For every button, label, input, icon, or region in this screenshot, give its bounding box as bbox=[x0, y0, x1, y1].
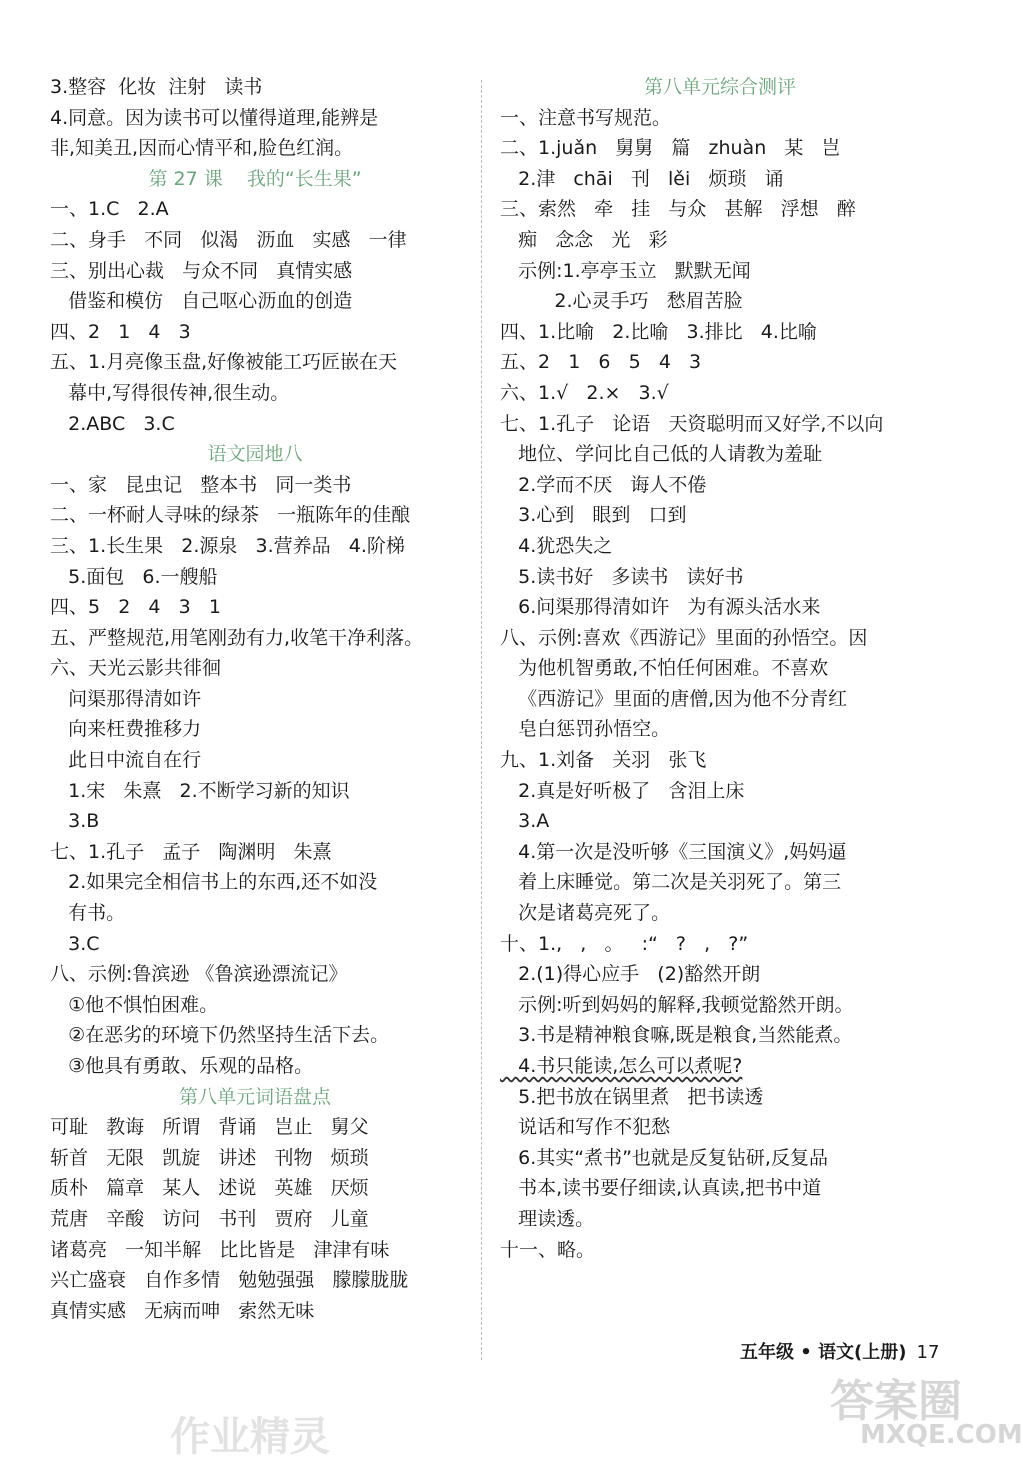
answer-line: 三、别出心裁 与众不同 真情实感 bbox=[50, 259, 353, 282]
answer-line: 向来枉费推移力 bbox=[50, 718, 202, 741]
answer-line: 荒唐 辛酸 访问 书刊 贾府 儿童 bbox=[50, 1207, 369, 1230]
section-heading: 语文园地八 bbox=[207, 443, 303, 466]
answer-line: 质朴 篇章 某人 述说 英雄 厌烦 bbox=[50, 1177, 369, 1200]
answer-line: 四、1.比喻 2.比喻 3.排比 4.比喻 bbox=[500, 320, 817, 343]
answer-line: 一、注意书写规范。 bbox=[500, 106, 672, 129]
answer-line: 四、2 1 4 3 bbox=[50, 320, 191, 343]
answer-line: 可耻 教诲 所谓 背诵 岂止 舅父 bbox=[50, 1116, 369, 1139]
answer-line: 2.真是好听极了 含泪上床 bbox=[500, 779, 745, 802]
footer-label: 五年级 • 语文(上册) bbox=[740, 1342, 907, 1363]
answer-line: 四、5 2 4 3 1 bbox=[50, 596, 221, 619]
answer-line: 九、1.刘备 关羽 张飞 bbox=[500, 749, 707, 772]
answer-line: 斩首 无限 凯旋 讲述 刊物 烦琐 bbox=[50, 1146, 369, 1169]
answer-line: 5.把书放在锅里煮 把书读透 bbox=[500, 1085, 764, 1108]
left-column bbox=[50, 72, 460, 1326]
answer-line: 5.读书好 多读书 读好书 bbox=[500, 565, 744, 588]
section-heading: 第八单元综合测评 bbox=[643, 76, 796, 98]
answer-line: 七、1.孔子 孟子 陶渊明 朱熹 bbox=[50, 840, 332, 863]
answer-line: 3.A bbox=[500, 810, 550, 833]
section-heading: 第 27 课 我的“长生果” bbox=[148, 167, 362, 190]
answer-line: 三、1.长生果 2.源泉 3.营养品 4.阶梯 bbox=[50, 534, 405, 557]
answer-line: 说话和写作不犯愁 bbox=[500, 1116, 671, 1139]
answer-line: 4.书只能读,怎么可以煮呢? bbox=[500, 1055, 743, 1077]
answer-line: 七、1.孔子 论语 天资聪明而又好学,不以向 bbox=[500, 412, 884, 435]
answer-line: 3.C bbox=[50, 932, 100, 955]
answer-line: 4.第一次是没听够《三国演义》,妈妈逼 bbox=[500, 840, 847, 863]
answer-line: 八、示例:喜欢《西游记》里面的孙悟空。因 bbox=[500, 626, 868, 649]
answer-line: 兴亡盛衰 自作多情 勉勉强强 朦朦胧胧 bbox=[50, 1269, 409, 1292]
answer-line: ①他不惧怕困难。 bbox=[50, 993, 219, 1016]
answer-line: ②在恶劣的环境下仍然坚持生活下去。 bbox=[50, 1024, 390, 1047]
answer-line: 为他机智勇敢,不怕任何困难。不喜欢 bbox=[500, 657, 829, 680]
column-divider bbox=[481, 80, 482, 1360]
answer-line: 《西游记》里面的唐僧,因为他不分青红 bbox=[500, 687, 848, 710]
answer-line: 此日中流自在行 bbox=[50, 749, 202, 772]
answer-line: 十一、略。 bbox=[500, 1238, 596, 1261]
answer-line: 3.B bbox=[50, 810, 100, 833]
watermark-logo: 作业精灵 bbox=[170, 1414, 330, 1460]
answer-line: 示例:1.亭亭玉立 默默无闻 bbox=[500, 259, 751, 282]
answer-line: 二、一杯耐人寻味的绿茶 一瓶陈年的佳酿 bbox=[50, 504, 411, 527]
section-heading: 第八单元词语盘点 bbox=[178, 1085, 331, 1108]
answer-line: 2.学而不厌 诲人不倦 bbox=[500, 473, 707, 496]
answer-line: 6.其实“煮书”也就是反复钻研,反复品 bbox=[500, 1146, 828, 1169]
answer-line: 理读透。 bbox=[500, 1207, 595, 1230]
answer-line: 五、2 1 6 5 4 3 bbox=[500, 351, 702, 374]
answer-line: 痴 念念 光 彩 bbox=[500, 228, 668, 251]
answer-line: 借鉴和模仿 自己呕心沥血的创造 bbox=[50, 290, 353, 313]
answer-line: 4.同意。因为读书可以懂得道理,能辨是 bbox=[50, 106, 379, 129]
answer-line: 诸葛亮 一知半解 比比皆是 津津有味 bbox=[50, 1238, 390, 1261]
answer-line: 2.(1)得心应手 (2)豁然开朗 bbox=[500, 963, 761, 986]
answer-line: 地位、学问比自己低的人请教为羞耻 bbox=[500, 443, 823, 466]
answer-line: 幕中,写得很传神,很生动。 bbox=[50, 381, 290, 404]
answer-line: 示例:听到妈妈的解释,我顿觉豁然开朗。 bbox=[500, 993, 854, 1016]
answer-line: 一、家 昆虫记 整本书 同一类书 bbox=[50, 473, 352, 496]
answer-line: 2.津 chāi 刊 lěi 烦琐 诵 bbox=[500, 167, 784, 190]
answer-line: 非,知美丑,因而心情平和,脸色红润。 bbox=[50, 137, 354, 160]
answer-line: 4.犹恐失之 bbox=[500, 534, 613, 557]
answer-line: 6.问渠那得清如许 为有源头活水来 bbox=[500, 596, 821, 619]
page-footer bbox=[740, 1338, 939, 1364]
answer-line: 八、示例:鲁滨逊 《鲁滨逊漂流记》 bbox=[50, 963, 348, 986]
answer-line: 2.ABC 3.C bbox=[50, 412, 175, 435]
answer-line: 3.书是精神粮食嘛,既是粮食,当然能煮。 bbox=[500, 1024, 853, 1047]
answer-line: ③他具有勇敢、乐观的品格。 bbox=[50, 1055, 314, 1077]
answer-line: 皂白惩罚孙悟空。 bbox=[500, 718, 671, 741]
answer-line: 六、1.√ 2.× 3.√ bbox=[500, 381, 669, 404]
answer-line: 3.心到 眼到 口到 bbox=[500, 504, 687, 527]
answer-line: 3.整容 化妆 注射 读书 bbox=[50, 76, 263, 98]
answer-line: 次是诸葛亮死了。 bbox=[500, 902, 671, 925]
watermark-logo-right: 答案圈 bbox=[830, 1376, 962, 1427]
answer-line: 一、1.C 2.A bbox=[50, 198, 169, 221]
watermark-url: MXQE.COM bbox=[860, 1420, 1023, 1450]
answer-line: 着上床睡觉。第二次是关羽死了。第三 bbox=[500, 871, 842, 894]
answer-line: 有书。 bbox=[50, 902, 126, 925]
answer-line: 书本,读书要仔细读,认真读,把书中道 bbox=[500, 1177, 822, 1200]
answer-line: 5.面包 6.一艘船 bbox=[50, 565, 218, 588]
answer-line: 五、严整规范,用笔刚劲有力,收笔干净利落。 bbox=[50, 626, 424, 649]
answer-line: 1.宋 朱熹 2.不断学习新的知识 bbox=[50, 779, 350, 802]
answer-line: 二、身手 不同 似渴 沥血 实感 一律 bbox=[50, 228, 407, 251]
answer-line: 真情实感 无病而呻 索然无味 bbox=[50, 1299, 315, 1322]
answer-line: 问渠那得清如许 bbox=[50, 687, 202, 710]
answer-line: 五、1.月亮像玉盘,好像被能工巧匠嵌在天 bbox=[50, 351, 398, 374]
right-column bbox=[500, 72, 940, 1265]
answer-line: 二、1.juǎn 舅舅 篇 zhuàn 某 岂 bbox=[500, 137, 841, 160]
answer-line: 2.心灵手巧 愁眉苦脸 bbox=[500, 290, 743, 313]
answer-line: 十、1., , 。 :“ ? , ?” bbox=[500, 932, 749, 955]
answer-line: 三、索然 牵 挂 与众 甚解 浮想 醉 bbox=[500, 198, 856, 221]
answer-line: 2.如果完全相信书上的东西,还不如没 bbox=[50, 871, 378, 894]
answer-line: 六、天光云影共徘徊 bbox=[50, 657, 222, 680]
page-number: 17 bbox=[916, 1342, 940, 1363]
